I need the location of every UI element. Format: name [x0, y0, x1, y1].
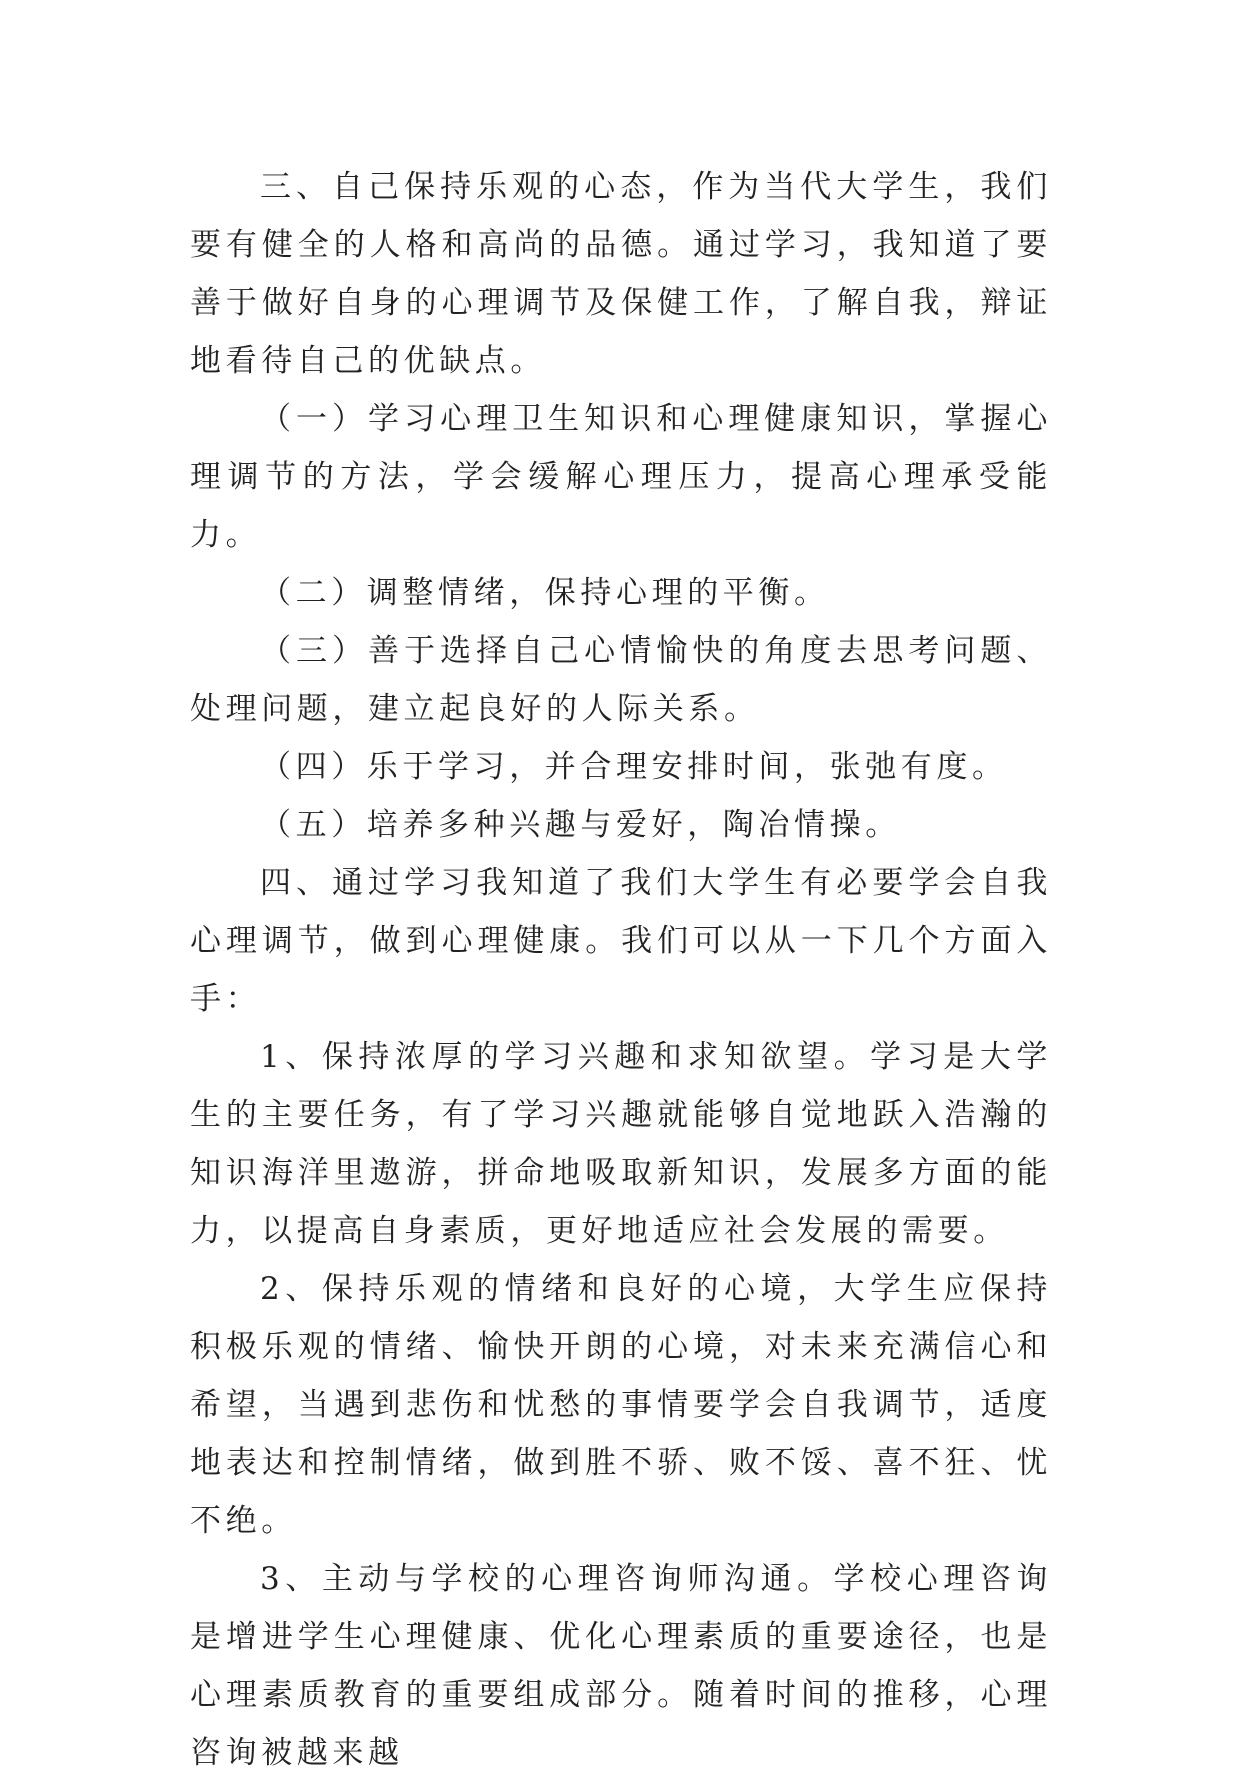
- paragraph-item-one: （一）学习心理卫生知识和心理健康知识，掌握心理调节的方法，学会缓解心理压力，提高心理承受能力。: [190, 401, 1052, 553]
- paragraph-point-two: 2、保持乐观的情绪和良好的心境，大学生应保持积极乐观的情绪、愉快开朗的心境，对未来充满信心和希望，当遇到悲伤和忧愁的事情要学会自我调节，适度地表达和控制情绪，做到胜不骄、败不馁、喜不狂、忧不绝。: [190, 1271, 1052, 1539]
- paragraph-item-two: （二）调整情绪，保持心理的平衡。: [260, 575, 830, 611]
- paragraph-item-five: （五）培养多种兴趣与爱好，陶冶情操。: [260, 807, 901, 843]
- paragraph-point-one: 1、保持浓厚的学习兴趣和求知欲望。学习是大学生的主要任务，有了学习兴趣就能够自觉地跃入浩瀚的知识海洋里遨游，拼命地吸取新知识，发展多方面的能力，以提高自身素质，更好地适应社会发展的需要。: [190, 1039, 1052, 1249]
- paragraph-item-three: （三）善于选择自己心情愉快的角度去思考问题、处理问题，建立起良好的人际关系。: [190, 633, 1052, 727]
- paragraph-point-three: 3、主动与学校的心理咨询师沟通。学校心理咨询是增进学生心理健康、优化心理素质的重要途径，也是心理素质教育的重要组成部分。随着时间的推移，心理咨询被越来越: [190, 1561, 1052, 1771]
- paragraph-section-four: 四、通过学习我知道了我们大学生有必要学会自我心理调节，做到心理健康。我们可以从一下几个方面入手：: [190, 865, 1052, 1017]
- paragraph-section-three: 三、自己保持乐观的心态，作为当代大学生，我们要有健全的人格和高尚的品德。通过学习，我知道了要善于做好自身的心理调节及保健工作，了解自我，辩证地看待自己的优缺点。: [190, 169, 1052, 379]
- document-body: [190, 158, 1052, 1782]
- paragraph-item-four: （四）乐于学习，并合理安排时间，张弛有度。: [260, 749, 1008, 785]
